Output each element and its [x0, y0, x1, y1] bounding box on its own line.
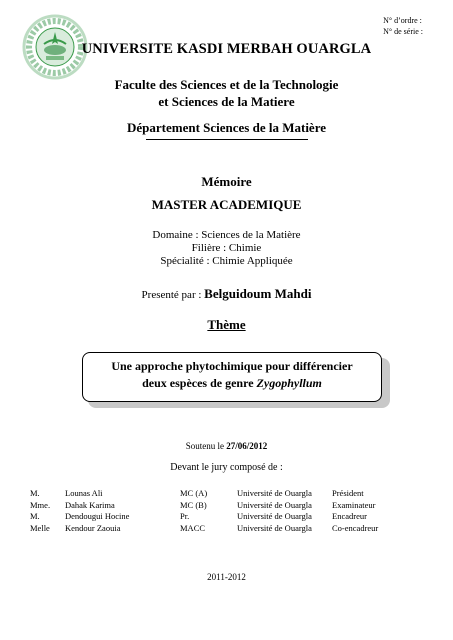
jury-name: Kendour Zaouia	[65, 522, 121, 533]
jury-institution: Université de Ouargla	[237, 488, 312, 498]
jury-institution: Université de Ouargla	[237, 499, 312, 510]
jury-role: Président	[332, 488, 364, 498]
jury-title: M.	[30, 488, 40, 498]
jury-institution: Université de Ouargla	[237, 522, 312, 533]
order-number-block	[383, 15, 423, 37]
presented-by	[0, 286, 453, 302]
jury-title: M.	[30, 511, 40, 521]
speciality-line: Spécialité : Chimie Appliquée	[160, 255, 293, 267]
defense-date-value: 27/06/2012	[226, 441, 268, 451]
theme-heading: Thème	[207, 317, 246, 332]
jury-name: Dendougui Hocine	[65, 511, 130, 521]
defense-date	[0, 441, 453, 451]
title-line-2	[82, 375, 382, 392]
order-number-label: N° d’ordre :	[383, 16, 422, 25]
jury-title: Melle	[30, 522, 50, 533]
jury-role: Examinateur	[332, 499, 376, 510]
defense-label: Soutenu le	[185, 441, 224, 451]
thesis-title	[82, 358, 382, 392]
jury-role: Co-encadreur	[332, 522, 379, 533]
thesis-type: Mémoire	[201, 174, 252, 189]
jury-grade: MC (A)	[180, 488, 208, 498]
jury-name: Lounas Ali	[65, 488, 103, 498]
department-name: Département Sciences de la Matière	[126, 120, 327, 135]
faculty-line-2: et Sciences de la Matiere	[158, 94, 295, 109]
jury-grade: Pr.	[180, 511, 190, 521]
jury-institution: Université de Ouargla	[237, 511, 312, 521]
jury-intro: Devant le jury composé de :	[170, 462, 283, 473]
program-info	[0, 229, 453, 268]
serial-number-label: N° de série :	[383, 27, 423, 36]
title-line-2-prefix: deux espèces de genre	[142, 376, 254, 390]
jury-grade: MACC	[180, 522, 206, 533]
faculty-line-1: Faculte des Sciences et de la Technologie	[114, 77, 339, 92]
university-name: UNIVERSITE KASDI MERBAH OUARGLA	[81, 41, 372, 57]
jury-role: Encadreur	[332, 511, 367, 521]
jury-grade: MC (B)	[180, 499, 207, 510]
academic-year: 2011-2012	[207, 572, 246, 582]
title-genus: Zygophyllum	[256, 376, 322, 390]
jury-name: Dahak Karima	[65, 499, 115, 510]
domain-line: Domaine : Sciences de la Matière	[152, 229, 301, 241]
author-name: Belguidoum Mahdi	[204, 286, 312, 301]
title-line-1: Une approche phytochimique pour différencier	[111, 359, 353, 373]
faculty-name	[0, 76, 453, 110]
presented-by-label: Presenté par :	[141, 289, 202, 301]
thesis-level: MASTER ACADEMIQUE	[151, 197, 302, 212]
department-divider	[146, 139, 308, 140]
field-line: Filière : Chimie	[191, 242, 262, 254]
jury-title: Mme.	[30, 499, 51, 510]
